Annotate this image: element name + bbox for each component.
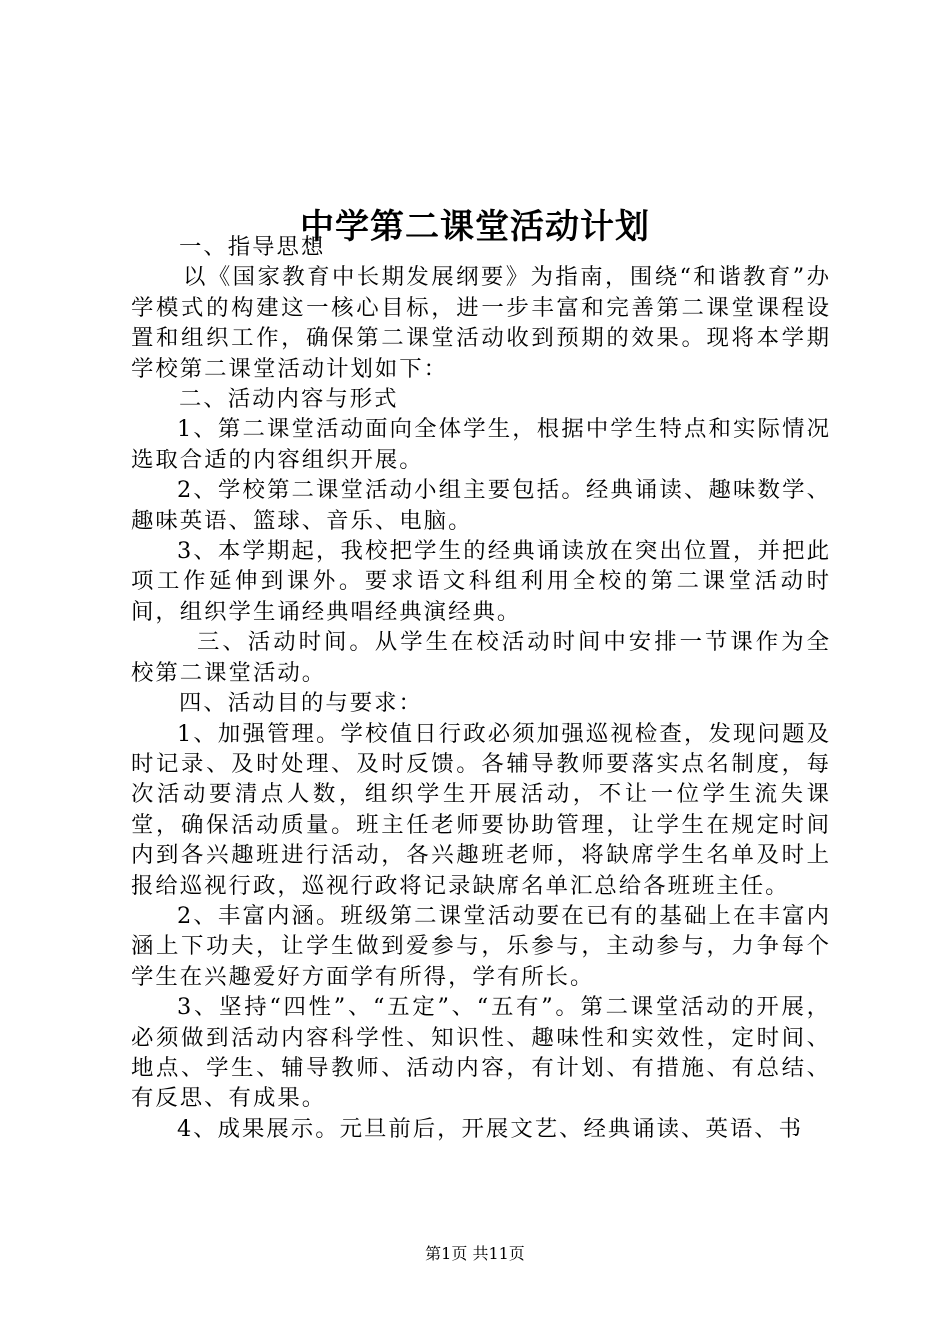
section-heading-goals: 四、活动目的与要求： [179, 690, 423, 717]
paragraph-goal-item-1: 1、加强管理。学校值日行政必须加强巡视检查，发现问题及时记录、及时处理、及时反馈。各辅导教师要落实点名制度，每次活动要清点人数，组织学生开展活动，不让一位学生流失课堂，确保活动质量。班主任老师要协助管理，让学生在规定时间内到各兴趣班进行活动，各兴趣班老师，将缺席学生名单及时上报给巡视行政，巡视行政将记录缺席名单汇总给各班班主任。 [131, 720, 831, 899]
paragraph-content-item-3: 3、本学期起，我校把学生的经典诵读放在突出位置，并把此项工作延伸到课外。要求语文科组利用全校的第二课堂活动时间，组织学生诵经典唱经典演经典。 [131, 538, 831, 625]
paragraph-goal-item-4: 4、成果展示。元旦前后，开展文艺、经典诵读、英语、书 [177, 1115, 804, 1142]
paragraph-goal-item-2: 2、丰富内涵。班级第二课堂活动要在已有的基础上在丰富内涵上下功夫，让学生做到爱参与，乐参与，主动参与，力争每个学生在兴趣爱好方面学有所得，学有所长。 [131, 902, 831, 990]
document-title: 中学第二课堂活动计划 [300, 206, 650, 247]
section-heading-activity-content: 二、活动内容与形式 [179, 386, 399, 413]
paragraph-goal-item-3: 3、坚持“四性”、“五定”、“五有”。第二课堂活动的开展，必须做到活动内容科学性、知识性、趣味性和实效性，定时间、地点、学生、辅导教师、活动内容，有计划、有措施、有总结、有反思、有成果。 [131, 994, 831, 1112]
document-body [131, 232, 831, 1144]
section-heading-guiding-thought: 一、指导思想 [179, 234, 326, 260]
page-footer: 第1页 共11页 [425, 1244, 525, 1263]
paragraph-activity-time: 三、活动时间。从学生在校活动时间中安排一节课作为全校第二课堂活动。 [131, 629, 831, 686]
paragraph-guiding-thought: 以《国家教育中长期发展纲要》为指南，围绕“和谐教育”办学模式的构建这一核心目标，进一步丰富和完善第二课堂课程设置和组织工作，确保第二课堂活动收到预期的效果。现将本学期学校第二课堂活动计划如下： [131, 264, 831, 382]
paragraph-content-item-2: 2、学校第二课堂活动小组主要包括。经典诵读、趣味数学、趣味英语、篮球、音乐、电脑。 [131, 477, 831, 534]
paragraph-content-item-1: 1、第二课堂活动面向全体学生，根据中学生特点和实际情况选取合适的内容组织开展。 [131, 416, 831, 473]
